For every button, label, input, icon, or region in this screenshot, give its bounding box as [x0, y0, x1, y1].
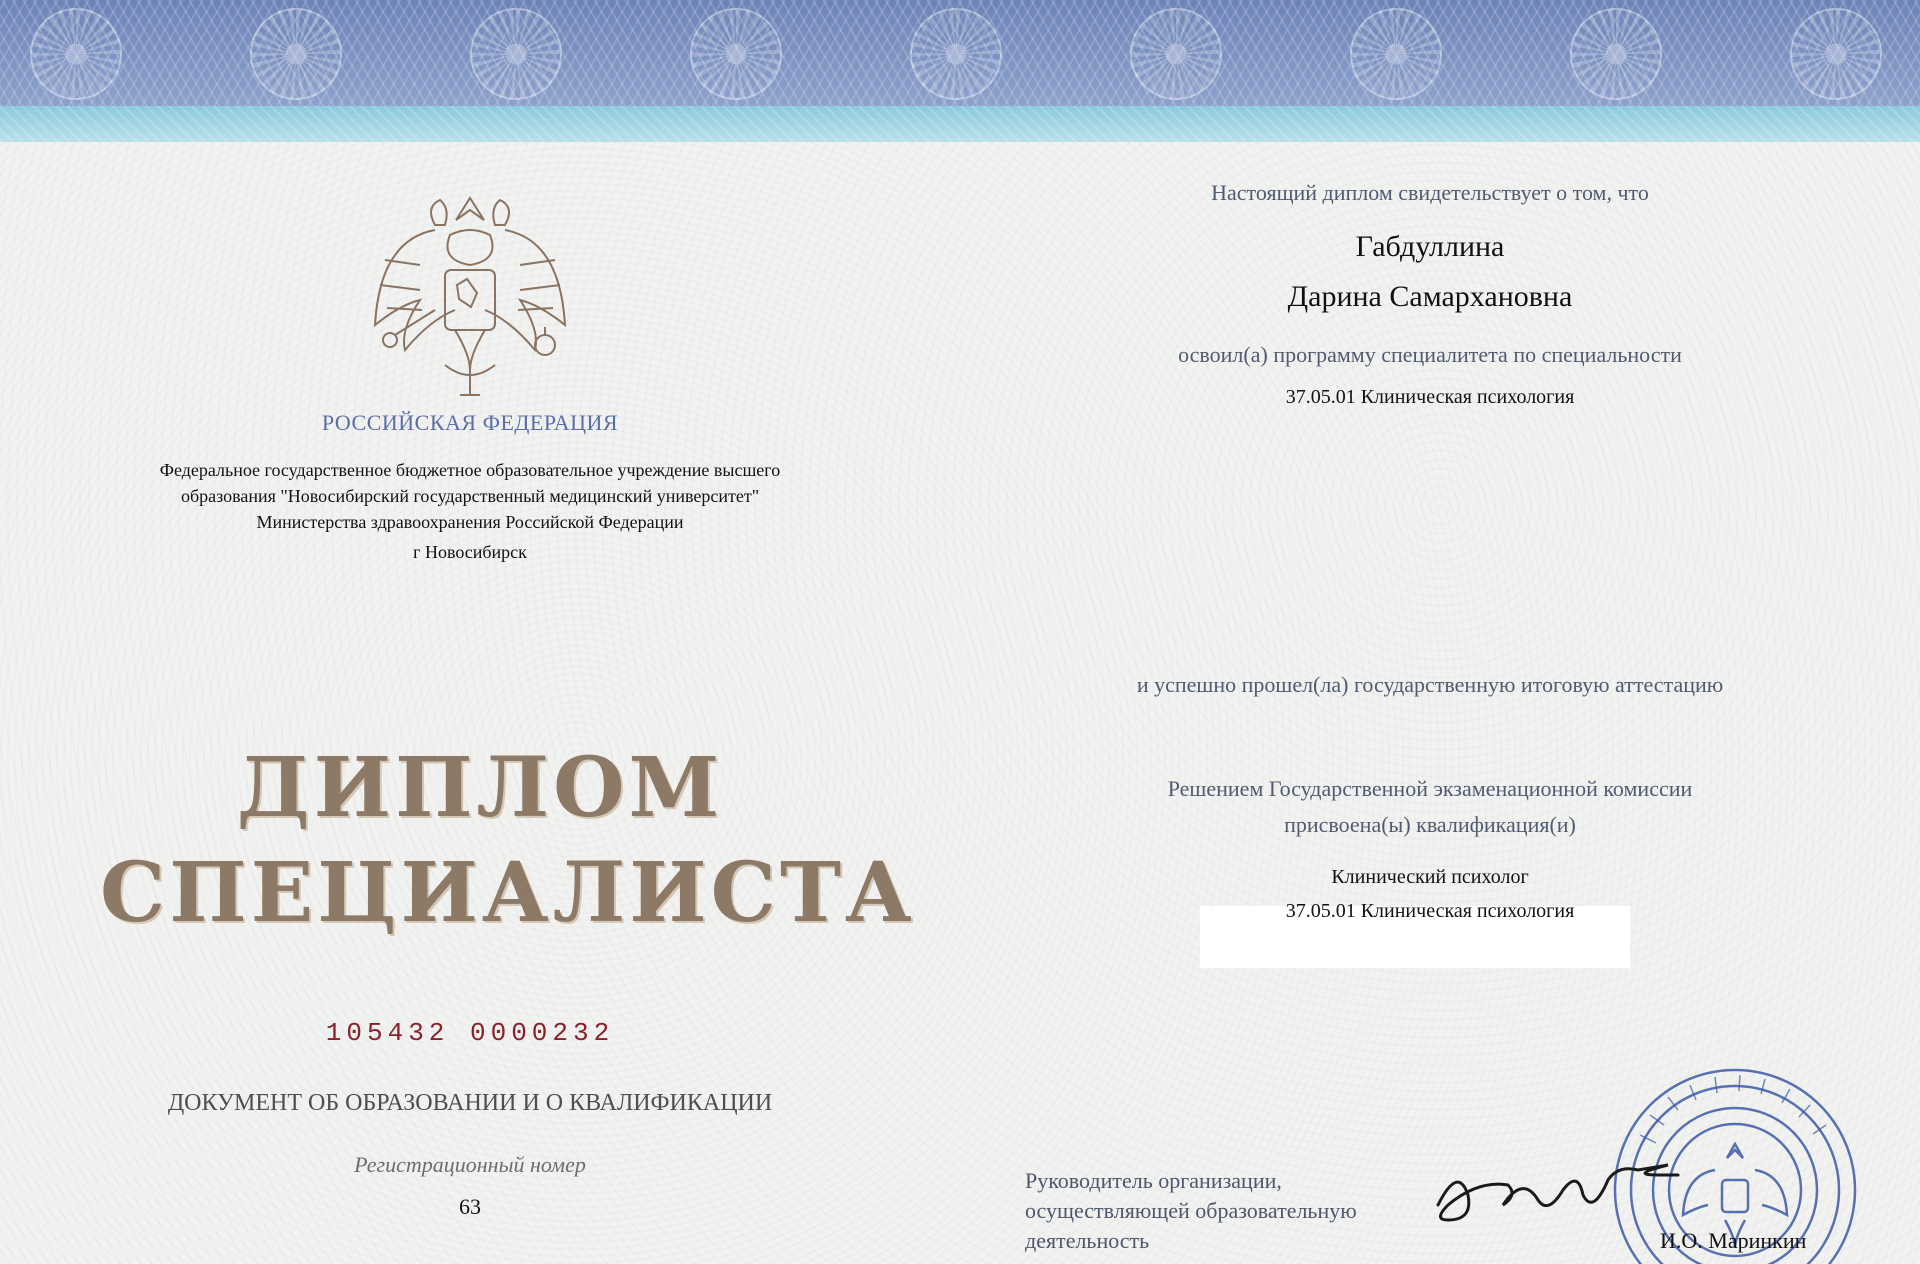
security-band-cyan [0, 106, 1920, 142]
signature-label [1025, 1166, 1445, 1256]
institution-city: г Новосибирск [413, 542, 527, 562]
rosette-ornament [470, 8, 562, 100]
security-band-top [0, 0, 1920, 106]
intro-text: Настоящий диплом свидетельствует о том, что [1211, 180, 1649, 205]
registration-number: 63 [459, 1194, 481, 1219]
signature-label-line: Руководитель организации, [1025, 1168, 1282, 1193]
signer-name: И.О. Маринкин [1660, 1228, 1807, 1253]
rosette-ornament [1790, 8, 1882, 100]
graduate-given-names: Дарина Самархановна [1287, 280, 1573, 313]
serial-number: 105432 0000232 [325, 1018, 615, 1048]
qualification-specialty: 37.05.01 Клиническая психология [1285, 900, 1575, 922]
institution-line: образования "Новосибирский государственный медицинский университет" [180, 486, 760, 506]
institution-line: Министерства здравоохранения Российской Федерации [256, 512, 684, 532]
rosette-ornament [910, 8, 1002, 100]
decision-line: присвоена(ы) квалификация(и) [1284, 812, 1576, 837]
registration-label: Регистрационный номер [354, 1152, 586, 1177]
rosette-ornament [690, 8, 782, 100]
rosette-ornament [1350, 8, 1442, 100]
signature-label-line: деятельность [1025, 1228, 1150, 1253]
coat-of-arms-emblem-icon [365, 190, 575, 405]
rosette-ornament [250, 8, 342, 100]
institution-line: Федеральное государственное бюджетное образовательное учреждение высшего [159, 460, 781, 480]
diploma-title-line2: СПЕЦИАЛИСТА [100, 845, 916, 941]
diploma-title-line1: ДИПЛОМ [236, 740, 724, 836]
document-type: ДОКУМЕНТ ОБ ОБРАЗОВАНИИ И О КВАЛИФИКАЦИИ [167, 1090, 773, 1116]
graduate-surname: Габдуллина [1355, 230, 1505, 263]
qualification: Клинический психолог [1331, 866, 1529, 888]
specialty: 37.05.01 Клиническая психология [1285, 386, 1575, 408]
rosette-ornament [30, 8, 122, 100]
country-name: РОССИЙСКАЯ ФЕДЕРАЦИЯ [321, 410, 619, 435]
decision-line: Решением Государственной экзаменационной комиссии [1167, 776, 1693, 801]
signature-icon [1428, 1145, 1698, 1235]
signature-label-line: осуществляющей образовательную [1025, 1198, 1357, 1223]
rosette-ornament [1130, 8, 1222, 100]
attestation-text: и успешно прошел(ла) государственную итоговую аттестацию [1136, 672, 1724, 697]
rosette-ornament [1570, 8, 1662, 100]
program-text: освоил(а) программу специалитета по специальности [1178, 342, 1682, 367]
